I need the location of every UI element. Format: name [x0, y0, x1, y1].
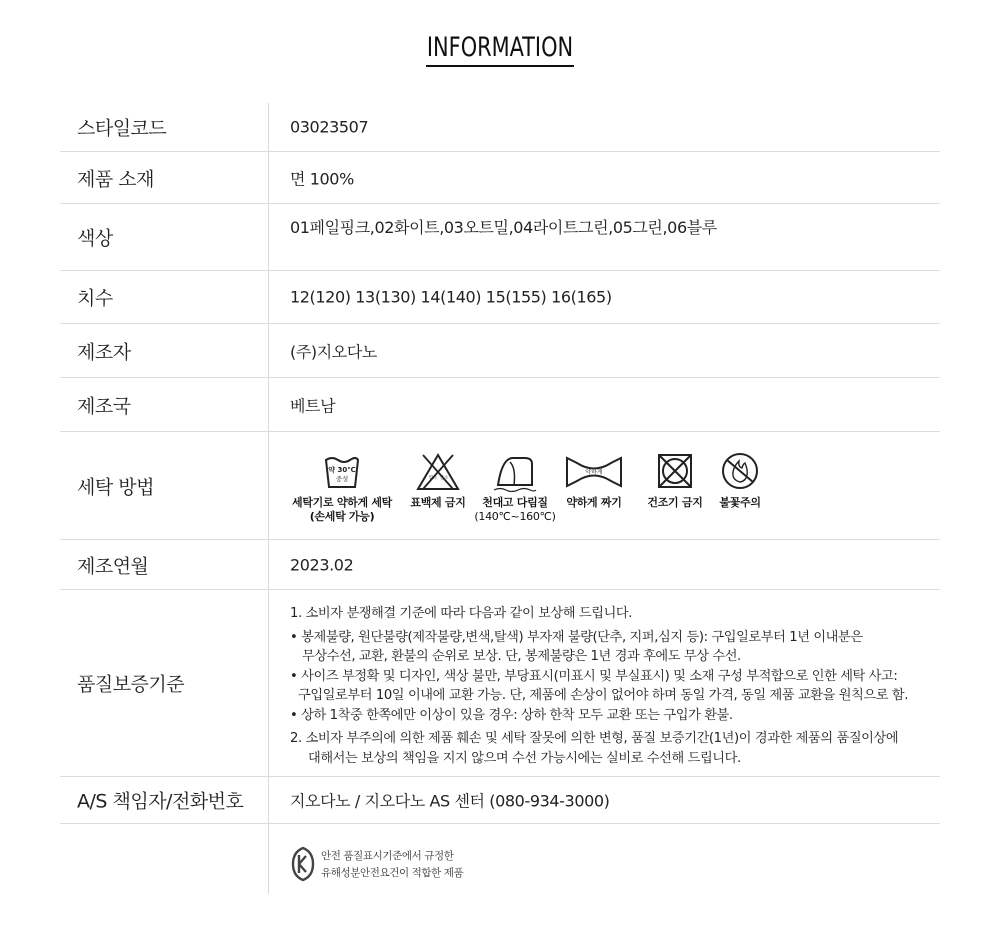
quality-line: • 봉제불량, 원단불량(제작불량,변색,탈색) 부자재 불량(단추, 지퍼,심지 등): 구입일로부터 1년 이내분은	[290, 629, 863, 645]
column-divider	[268, 204, 269, 270]
iron-caption: 천대고 다림질	[482, 496, 548, 509]
row-material	[60, 152, 940, 204]
column-divider	[268, 324, 269, 377]
maker-value: (주)지오다노	[290, 342, 377, 361]
no-tumble-dry-icon	[655, 452, 695, 492]
row-color	[60, 204, 940, 271]
bleach-caption: 표백제 금지	[410, 496, 466, 509]
column-divider	[268, 824, 269, 894]
column-divider	[268, 540, 269, 589]
column-divider	[268, 103, 269, 151]
style-code-value: 03023507	[290, 117, 369, 137]
made-date-value: 2023.02	[290, 555, 354, 574]
column-divider	[268, 152, 269, 203]
column-divider	[268, 777, 269, 823]
color-value: 01페일핑크,02화이트,03오트밀,04라이트그린,05그린,06블루	[290, 218, 717, 237]
wash-icons	[290, 452, 770, 542]
quality-line: 구입일로부터 10일 이내에 교환 가능. 단, 제품에 손상이 없어야 하며 동일 가격, 동일 제품 교환을 원칙으로 함.	[298, 688, 909, 703]
wash-caption-sub: (손세탁 가능)	[309, 510, 375, 523]
quality-line: 2. 소비자 부주의에 의한 제품 훼손 및 세탁 잘못에 의한 변형, 품질 보증기간(1년)이 경과한 제품의 품질이상에	[290, 731, 899, 746]
column-divider	[268, 378, 269, 431]
row-style-code	[60, 103, 940, 152]
material-value: 면 100%	[290, 169, 354, 188]
kc-line1: 안전 품질표시기준에서 규정한	[321, 850, 454, 862]
row-made-date	[60, 540, 940, 590]
no-tumble-dry-item	[640, 452, 710, 510]
made-date-label: 제조연월	[77, 555, 149, 577]
fire-caption: 불꽃주의	[719, 496, 761, 509]
wash-temp-text: 약 30℃	[328, 466, 356, 474]
iron-item	[473, 452, 557, 524]
row-as	[60, 777, 940, 824]
wring-caption: 약하게 짜기	[566, 496, 622, 509]
no-bleach-icon	[415, 452, 461, 492]
kc-certification-icon	[290, 846, 316, 882]
country-value: 베트남	[290, 396, 336, 415]
quality-line: • 상하 1착중 한쪽에만 이상이 있을 경우: 상하 한착 모두 교환 또는 구입가 환불.	[290, 707, 733, 723]
column-divider	[268, 590, 269, 776]
info-table	[60, 103, 940, 894]
fire-caution-icon	[718, 452, 762, 492]
iron-icon	[490, 452, 540, 492]
wring-gently-text: 약하게	[585, 469, 603, 476]
kc-line2: 유해성분안전요건이 적합한 제품	[321, 867, 464, 879]
no-bleach-item	[403, 452, 473, 510]
wring-gently-icon	[563, 452, 625, 492]
color-label: 색상	[77, 227, 113, 250]
wash-neutral-text: 중성	[335, 475, 349, 483]
fire-caution-item	[710, 452, 770, 510]
row-quality	[60, 590, 940, 777]
tumble-caption: 건조기 금지	[647, 496, 703, 509]
quality-line: 대해서는 보상의 책임을 지지 않으며 수선 가능시에는 실비로 수선해 드립니다.	[308, 750, 741, 766]
wash-label: 세탁 방법	[77, 476, 154, 498]
row-maker	[60, 324, 940, 378]
bleach-chlorine-text: 염소	[428, 476, 438, 481]
country-label: 제조국	[77, 395, 131, 417]
quality-label: 품질보증기준	[77, 673, 185, 696]
quality-line: 무상수선, 교환, 환불의 순위로 보상. 단, 봉제불량은 1년 경과 후에도 무상 수선.	[302, 649, 741, 664]
quality-line: 1. 소비자 분쟁해결 기준에 따라 다음과 같이 보상해 드립니다.	[290, 606, 633, 621]
size-label: 치수	[77, 287, 113, 310]
style-code-label: 스타일코드	[77, 117, 167, 140]
column-divider	[268, 271, 269, 323]
kc-text	[321, 848, 463, 882]
wring-gently-item	[560, 452, 628, 510]
bleach-oxygen-text: 산소	[439, 476, 449, 481]
iron-caption-sub: (140℃~160℃)	[474, 510, 556, 523]
row-kc	[60, 824, 940, 894]
title-wrap	[0, 32, 1000, 67]
as-label: A/S 책임자/전화번호	[77, 790, 244, 813]
quality-text	[290, 604, 908, 768]
material-label: 제품 소재	[77, 168, 154, 190]
row-wash	[60, 432, 940, 540]
row-size	[60, 271, 940, 324]
wash-tub-30c-item	[290, 452, 394, 524]
column-divider	[268, 432, 269, 539]
wash-tub-30c-icon	[322, 452, 362, 492]
size-value: 12(120) 13(130) 14(140) 15(155) 16(165)	[290, 287, 612, 307]
row-country	[60, 378, 940, 432]
wash-caption: 세탁기로 약하게 세탁	[292, 496, 392, 509]
maker-label: 제조자	[77, 341, 131, 363]
page-title: INFORMATION	[426, 32, 574, 67]
as-value: 지오다노 / 지오다노 AS 센터 (080-934-3000)	[290, 791, 610, 811]
quality-line: • 사이즈 부정확 및 디자인, 색상 불만, 부당표시(미표시 및 부실표시) 및 소재 구성 부적합으로 인한 세탁 사고:	[290, 668, 898, 684]
